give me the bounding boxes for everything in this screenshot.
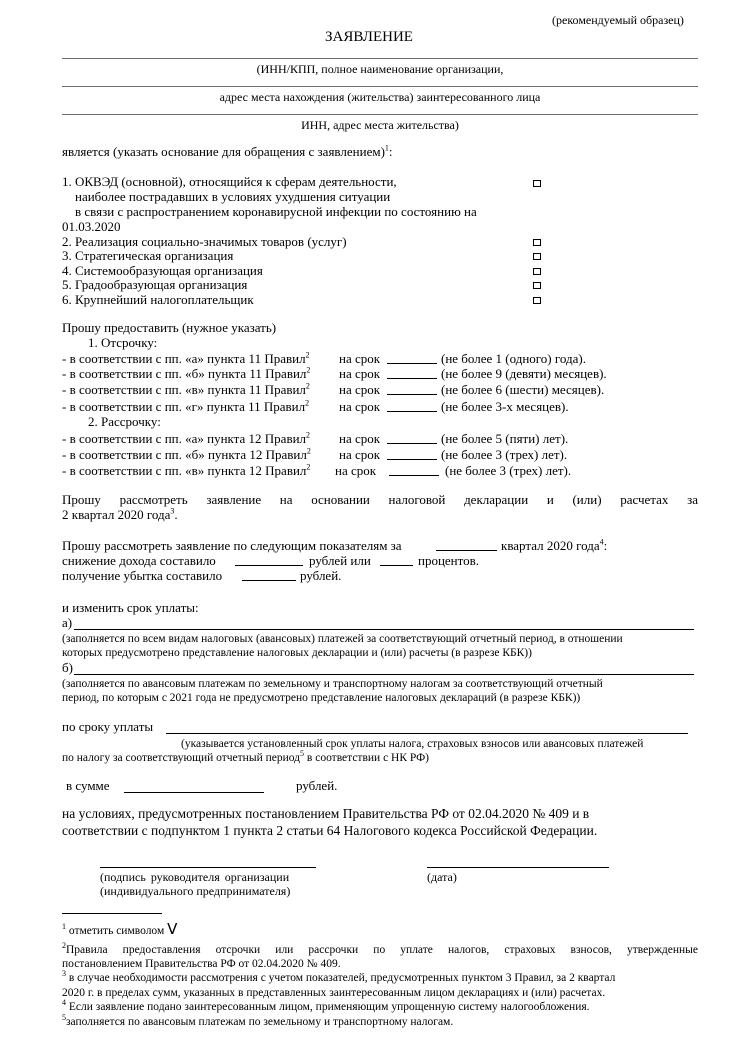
loss-label: получение убытка составило (62, 568, 223, 583)
deferral-item-a-term-field[interactable] (387, 352, 437, 364)
change-term-a-note-1: (заполняется по всем видам налоговых (авансовых) платежей за соответствующий отчетный период, в отношении (62, 633, 623, 645)
amount-unit: рублей. (296, 778, 338, 793)
deferral-item-g-term-label: на срок (339, 399, 381, 414)
basis-intro: является (указать основание для обращения с заявлением)$^1$: (62, 143, 393, 159)
income-percent-field[interactable] (380, 554, 413, 566)
income-decrease-field[interactable] (235, 554, 303, 566)
deferral-item-a-term-label: на срок (339, 351, 381, 366)
footnote-5: $^5$заполняется по авансовым платежам по земельному и транспортному налогам. (62, 1013, 454, 1028)
signature-caption-1: (подпись руководителя организации (100, 870, 290, 884)
amount-label: в сумме (66, 778, 110, 793)
change-term-b-label: б) (62, 660, 73, 675)
installment-item-a-term-label: на срок (339, 431, 381, 446)
income-percent-unit: процентов. (418, 553, 480, 568)
installment-item-b-limit: (не более 3 (трех) лет). (441, 447, 568, 462)
deferral-item-b-term-label: на срок (339, 366, 381, 381)
basis-option-4: 4. Системообразующая организация (62, 263, 263, 278)
change-term-a-label: а) (62, 615, 73, 630)
change-term-a-note-2: которых предусмотрено представление налоговых декларации и (или) расчеты (в разрезе КБК)) (62, 647, 532, 659)
amount-field[interactable] (124, 792, 264, 793)
deferral-item-g: - в соответствии с пп. «г» пункта 11 Правил$^2$ (62, 398, 310, 414)
basis-option-3-checkbox[interactable] (533, 253, 541, 260)
deferral-item-v: - в соответствии с пп. «в» пункта 11 Правил$^2$ (62, 381, 310, 397)
basis-option-3: 3. Стратегическая организация (62, 248, 234, 263)
applicant-inn-caption: ИНН, адрес места жительства) (301, 118, 459, 132)
change-term-b-field[interactable] (74, 674, 694, 675)
footnote-1: $^1$ отметить символом V (62, 920, 178, 938)
conditions-line-1: на условиях, предусмотренных постановлением Правительства РФ от 02.04.2020 № 409 и в (62, 806, 590, 821)
installment-item-b: - в соответствии с пп. «б» пункта 12 Правил$^2$ (62, 446, 311, 462)
deferral-item-b-limit: (не более 9 (девяти) месяцев). (441, 366, 607, 381)
conditions-line-2: соответствии с подпунктом 1 пункта 2 статьи 64 Налогового кодекса Российской Федерации. (62, 823, 598, 838)
applicant-address-line[interactable] (62, 86, 698, 87)
payment-due-note-1: (указывается установленный срок уплаты налога, страховых взносов или авансовых платежей (181, 738, 644, 750)
footnote-3-line-1: $^3$ в случае необходимости рассмотрения с учетом показателей, предусмотренных пунктом 3 Правил, за 2 квартал (62, 969, 616, 984)
payment-due-label: по сроку уплаты (62, 719, 154, 734)
basis-option-1: 1. ОКВЭД (основной), относящийся к сферам деятельности, наиболее пострадавших в условиях ухудшения ситуации в связи с распространением коронавирусной инфекции по состоянию на 01.03.2020 (62, 174, 477, 234)
payment-due-note-2: по налогу за соответствующий отчетный период$^5$ в соответствии с НК РФ) (62, 749, 430, 764)
installment-item-a-term-field[interactable] (387, 432, 437, 444)
applicant-name-line[interactable] (62, 58, 698, 59)
footnote-3-line-2: 2020 г. в пределах сумм, указанных в представленных заинтересованным лицом декларациях и (или) расчетах. (62, 987, 606, 999)
installment-item-v: - в соответствии с пп. «в» пункта 12 Правил$^2$ (62, 462, 311, 478)
checkmark-v-symbol: V (167, 920, 178, 938)
deferral-item-a: - в соответствии с пп. «а» пункта 11 Правил$^2$ (62, 350, 310, 366)
recommended-sample-note: (рекомендуемый образец) (552, 13, 684, 27)
applicant-inn-line[interactable] (62, 114, 698, 115)
declaration-basis-line1: Прошу рассмотреть заявление на основании налоговой декларации и (или) расчетах за (62, 492, 698, 507)
page-title: ЗАЯВЛЕНИЕ (325, 29, 413, 45)
applicant-name-caption: (ИНН/КПП, полное наименование организации, (256, 62, 504, 76)
request-intro: Прошу предоставить (нужное указать) (62, 320, 277, 335)
income-decrease-unit: рублей или (309, 553, 371, 568)
basis-option-6-checkbox[interactable] (533, 297, 541, 304)
deferral-item-b-term-field[interactable] (387, 367, 437, 379)
signature-caption-2: (индивидуального предпринимателя) (100, 884, 291, 898)
date-field[interactable] (427, 867, 609, 868)
basis-option-5: 5. Градообразующая организация (62, 277, 248, 292)
change-term-b-note-2: период, по которым с 2021 года не предусмотрено представление налоговых деклараций (в разрезе КБК)) (62, 692, 581, 704)
basis-option-2: 2. Реализация социально-значимых товаров (услуг) (62, 234, 347, 249)
footnote-separator (62, 913, 162, 914)
installment-item-b-term-field[interactable] (387, 448, 437, 460)
indicators-quarter-suffix: квартал 2020 года$^4$: (501, 537, 608, 553)
deferral-item-v-term-field[interactable] (387, 383, 437, 395)
basis-option-2-checkbox[interactable] (533, 239, 541, 246)
installment-item-v-term-label: на срок (335, 463, 377, 478)
deferral-item-v-limit: (не более 6 (шести) месяцев). (441, 382, 605, 397)
signature-field[interactable] (100, 867, 316, 868)
change-term-b-note-1: (заполняется по авансовым платежам по земельному и транспортному налогам за соответствующий отчетный (62, 678, 603, 690)
basis-option-4-checkbox[interactable] (533, 268, 541, 275)
deferral-item-b: - в соответствии с пп. «б» пункта 11 Правил$^2$ (62, 365, 311, 381)
loss-field[interactable] (242, 569, 296, 581)
change-term-a-field[interactable] (74, 629, 694, 630)
footnote-4: $^4$ Если заявление подано заинтересованным лицом, применяющим упрощенную систему налогообложения. (62, 998, 590, 1013)
payment-due-field[interactable] (166, 733, 688, 734)
basis-option-5-checkbox[interactable] (533, 282, 541, 289)
deferral-heading: 1. Отсрочку: (88, 335, 158, 350)
deferral-item-v-term-label: на срок (339, 382, 381, 397)
footnote-2-line-1: $^2$Правила предоставления отсрочки или рассрочки по уплате налогов, страховых взносов, утвержденные (62, 941, 698, 956)
installment-item-a-limit: (не более 5 (пяти) лет). (441, 431, 569, 446)
date-caption: (дата) (427, 870, 457, 884)
deferral-item-g-limit: (не более 3-х месяцев). (441, 399, 569, 414)
installment-item-v-term-field[interactable] (389, 464, 439, 476)
loss-unit: рублей. (300, 568, 342, 583)
installment-item-a: - в соответствии с пп. «а» пункта 12 Правил$^2$ (62, 430, 311, 446)
installment-heading: 2. Рассрочку: (88, 414, 161, 429)
declaration-basis-line2: 2 квартал 2020 года$^3$. (62, 506, 178, 522)
change-term-intro: и изменить срок уплаты: (62, 600, 199, 615)
basis-option-6: 6. Крупнейший налогоплательщик (62, 292, 254, 307)
footnote-2-line-2: постановлением Правительства РФ от 02.04.2020 № 409. (62, 958, 341, 970)
deferral-item-a-limit: (не более 1 (одного) года). (441, 351, 586, 366)
installment-item-b-term-label: на срок (339, 447, 381, 462)
installment-item-v-limit: (не более 3 (трех) лет). (445, 463, 572, 478)
basis-option-1-checkbox[interactable] (533, 180, 541, 187)
applicant-address-caption: адрес места нахождения (жительства) заинтересованного лица (219, 90, 541, 104)
indicators-quarter-field[interactable] (436, 539, 497, 551)
deferral-item-g-term-field[interactable] (387, 400, 437, 412)
indicators-intro: Прошу рассмотреть заявление по следующим показателям за (62, 538, 402, 553)
income-decrease-label: снижение дохода составило (62, 553, 216, 568)
